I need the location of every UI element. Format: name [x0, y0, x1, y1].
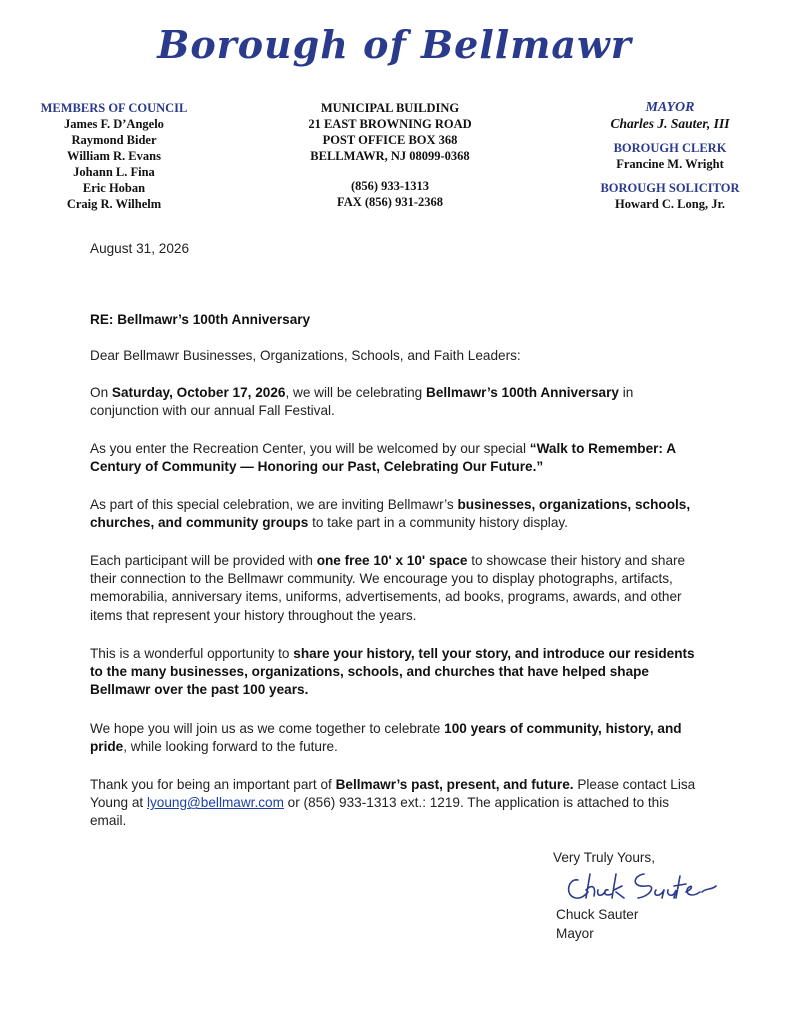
address-line: BELLMAWR, NJ 08099-0368	[310, 149, 470, 163]
letter-closing: Very Truly Yours,	[553, 850, 656, 865]
council-member: James F. D’Angelo	[64, 117, 164, 131]
address-line: POST OFFICE BOX 368	[322, 133, 458, 147]
signer-block	[556, 905, 638, 943]
address-line: 21 EAST BROWNING ROAD	[308, 117, 472, 131]
letter-subject	[90, 311, 700, 329]
paragraph: As you enter the Recreation Center, you will be welcomed by our special “Walk to Remember: A Century of Community — Honoring our Past, Celebrating Our Future.”	[90, 441, 676, 475]
letter-date: August 31, 2026	[90, 241, 190, 256]
officials-column	[565, 100, 775, 212]
email-link[interactable]: lyoung@bellmawr.com	[146, 795, 284, 811]
paragraph: Each participant will be provided with one free 10' x 10' space to showcase their history and share their connection to the Bellmawr community. We encourage you to display photographs, artifacts, memorabilia, anniversary items, uniforms, advertisements, ad books, programs, awards, and other items that represent your history throughout the years.	[90, 553, 686, 623]
letterhead-title: Borough of Bellmawr	[157, 22, 632, 67]
subject-text: RE: Bellmawr’s 100th Anniversary	[90, 312, 311, 327]
paragraph: Thank you for being an important part of Bellmawr’s past, present, and future. Please contact Lisa Young at lyoung@bellmawr.com or (856) 933-1313 ext.: 1219. The application is attached to this email.	[90, 777, 696, 829]
signer-title: Mayor	[556, 926, 594, 941]
paragraph: We hope you will join us as we come together to celebrate 100 years of community, history, and pride, while looking forward to the future.	[90, 721, 682, 755]
council-member: William R. Evans	[67, 149, 161, 163]
mayor-title: MAYOR	[645, 100, 695, 115]
phone-number: (856) 933-1313	[350, 179, 430, 193]
solicitor-name: Howard C. Long, Jr.	[615, 197, 725, 211]
signature-image	[560, 866, 720, 906]
council-member: Eric Hoban	[82, 181, 146, 195]
council-member: Raymond Bider	[71, 133, 157, 147]
council-heading: MEMBERS OF COUNCIL	[40, 101, 188, 115]
mayor-name: Charles J. Sauter, III	[610, 116, 730, 131]
fax-number: FAX (856) 931-2368	[337, 195, 443, 209]
paragraph: As part of this special celebration, we are inviting Bellmawr’s businesses, organizations, schools, churches, and community groups to take part in a community history display.	[90, 497, 691, 531]
paragraph: On Saturday, October 17, 2026, we will be celebrating Bellmawr’s 100th Anniversary in conjunction with our annual Fall Festival.	[90, 385, 634, 419]
council-member: Craig R. Wilhelm	[66, 197, 162, 211]
clerk-name: Francine M. Wright	[616, 157, 724, 171]
council-column	[20, 100, 208, 212]
clerk-title: BOROUGH CLERK	[613, 141, 727, 155]
letter-salutation: Dear Bellmawr Businesses, Organizations, Schools, and Faith Leaders:	[90, 348, 521, 363]
paragraph: This is a wonderful opportunity to share your history, tell your story, and introduce our residents to the many businesses, organizations, schools, and churches that have helped shape Bellmawr over the past 100 years.	[90, 646, 695, 698]
address-line: MUNICIPAL BUILDING	[320, 101, 460, 115]
solicitor-title: BOROUGH SOLICITOR	[600, 181, 740, 195]
address-column	[275, 100, 505, 210]
council-member: Johann L. Fina	[73, 165, 155, 179]
signer-name: Chuck Sauter	[556, 907, 639, 922]
